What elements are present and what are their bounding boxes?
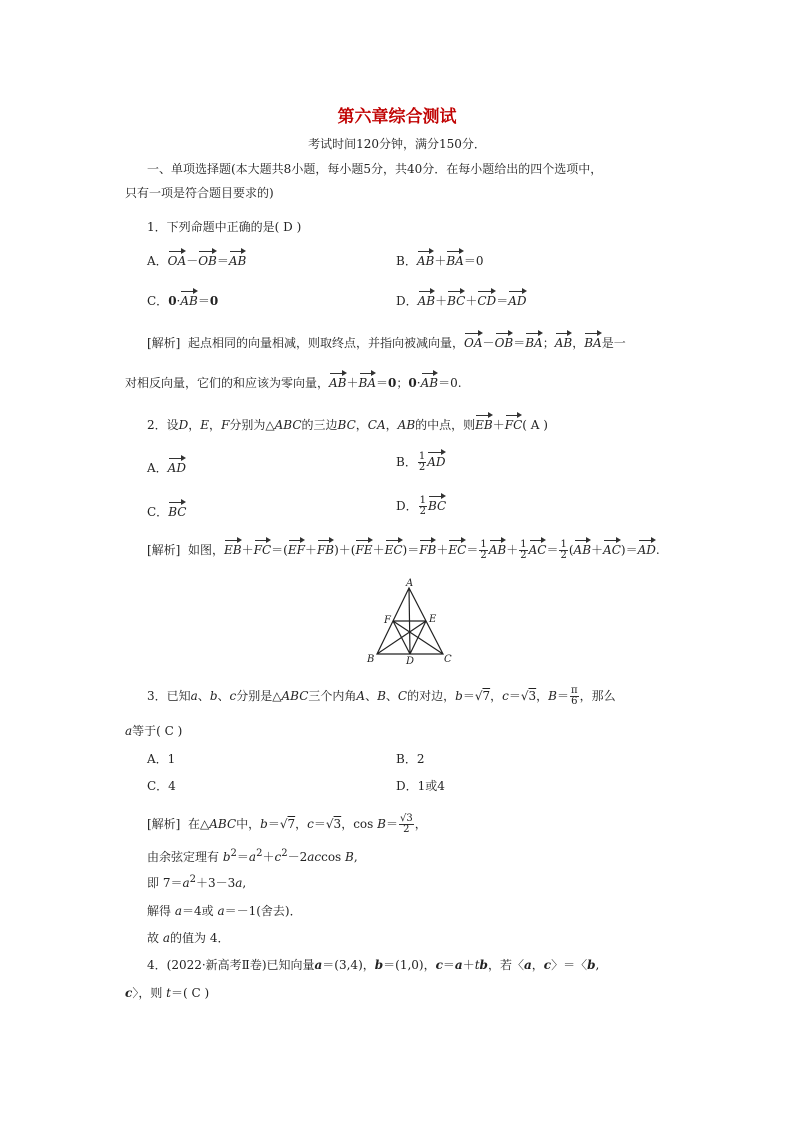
q2-option-a: A．AD: [147, 461, 186, 475]
section-heading-line1: 一、单项选择题(本大题共8小题，每小题5分，共40分．在每小题给出的四个选项中，: [147, 162, 603, 176]
q1-option-b: B．AB＋BA＝0: [396, 254, 484, 268]
q2-analysis: [解析] 如图，EB＋FC＝(EF＋FB)＋(FE＋EC)＝FB＋EC＝ $\frac{1}{2}$ AB＋ $\frac{1}{2}$ AC＝ $\frac{1}{2}$ (AB＋AC)＝AD.: [147, 539, 660, 561]
q3-analysis-line3: 即 $7=a^2+3-3a$,: [147, 874, 247, 890]
label-f: F: [384, 615, 391, 626]
q3-option-b: B．2: [396, 752, 425, 766]
q3-stem-line2: a等于( C ): [125, 724, 183, 738]
exam-info: 考试时间120分钟，满分150分．: [308, 137, 486, 151]
q2-stem: 2．设D，E，F分别为△ABC的三边BC，CA，AB的中点，则EB＋FC( A ): [147, 418, 548, 432]
page-title: 第六章综合测试: [337, 107, 457, 127]
q1-option-d: D．AB＋BC＋CD＝AD: [396, 294, 527, 308]
q3-stem: 3．已知a、b、c分别是△ABC三个内角A、B、C的对边，b＝√7，c＝√3，B＝ $\frac{\pi}{6}$ ，那么: [147, 685, 616, 707]
q3-analysis-line2: 由余弦定理有 $b^2=a^2+c^2-2accos$ B,: [147, 848, 358, 864]
label-d: D: [406, 656, 415, 666]
q3-analysis-line5: 故 a的值为 4．: [147, 931, 230, 945]
label-a: A: [406, 578, 414, 589]
q3-analysis-line1: [解析] 在△ABC中，b＝√7，c＝√3，cos B＝ $\frac{√3}{2}$ ，: [147, 813, 427, 835]
q2-option-b: B． $\frac{1}{2}$ AD: [396, 451, 446, 473]
q2-option-d: D． $\frac{1}{2}$ BC: [396, 495, 447, 517]
label-b: B: [367, 654, 375, 665]
q1-option-a: A．OA－OB＝AB: [147, 254, 247, 268]
q2-option-c: C．BC: [147, 505, 187, 519]
triangle-figure: [365, 578, 455, 666]
section-heading-line2: 只有一项是符合题目要求的): [125, 186, 274, 200]
q3-analysis-line4: 解得 a＝4或 a＝－1(舍去)．: [147, 904, 302, 918]
q1-stem: 1．下列命题中正确的是( D ): [147, 220, 302, 234]
q3-option-c: C．4: [147, 779, 176, 793]
q1-analysis-line1: [解析] 起点相同的向量相减，则取终点，并指向被减向量，OA－OB＝BA；AB，BA是一: [147, 336, 626, 350]
q1-analysis-line2: 对相反向量，它们的和应该为零向量，AB＋BA＝0；0·AB＝0.: [125, 376, 462, 390]
label-e: E: [429, 614, 437, 625]
label-c: C: [444, 654, 452, 665]
q4-stem-line2: c〉，则 t＝( C ): [125, 986, 210, 1000]
q1-option-c: C．0·AB＝0: [147, 294, 219, 308]
q3-option-a: A．1: [147, 752, 176, 766]
q4-stem-line1: 4．(2022·新高考Ⅱ卷)已知向量a＝(3,4)，b＝(1,0)，c＝a＋tb，若〈a，c〉＝〈b,: [147, 958, 600, 972]
q3-option-d: D．1或4: [396, 779, 445, 793]
